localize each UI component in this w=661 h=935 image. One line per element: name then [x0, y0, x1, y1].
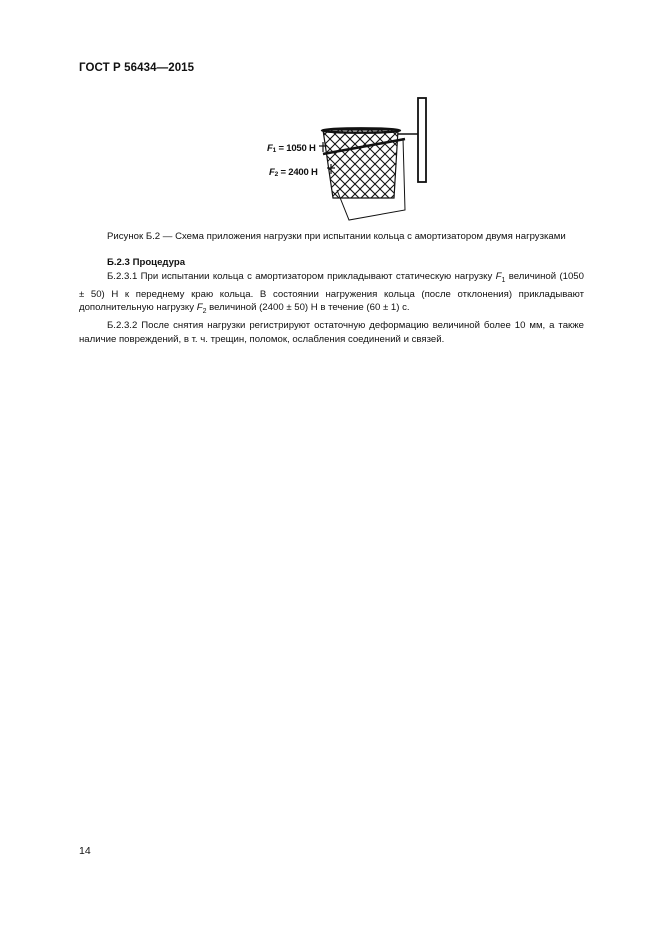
- figure-caption: Рисунок Б.2 — Схема приложения нагрузки при испытании кольца с амортизатором двумя нагрузками: [107, 231, 566, 242]
- paragraph-b232: Б.2.3.2 После снятия нагрузки регистрируют остаточную деформацию величиной более 10 мм, а также наличие повреждений, в т. ч. трещин, поломок, ослабления соединений и связей.: [79, 320, 584, 345]
- ring-net-diagram: [255, 94, 435, 224]
- f2-label: $F_2 = 2400$ Н: [269, 167, 318, 178]
- section-body: [79, 256, 584, 347]
- page-number: 14: [79, 845, 91, 857]
- backboard: [418, 98, 426, 182]
- figure-load-scheme: [255, 94, 435, 224]
- section-title: Б.2.3 Процедура: [107, 257, 186, 268]
- f1-label: $F_1 = 1050$ Н: [267, 143, 316, 154]
- paragraph-b231: Б.2.3.1 При испытании кольца с амортизатором прикладывают статическую нагрузку $F_1$ величиной (1050 ± 50) Н к переднему краю кольца. В состоянии нагружения кольца (после отклонения) прикладывают дополнительную нагрузку $F_2$ величиной (2400 ± 50) Н в течение (60 ± 1) с.: [79, 270, 584, 316]
- document-header: ГОСТ Р 56434—2015: [79, 62, 195, 74]
